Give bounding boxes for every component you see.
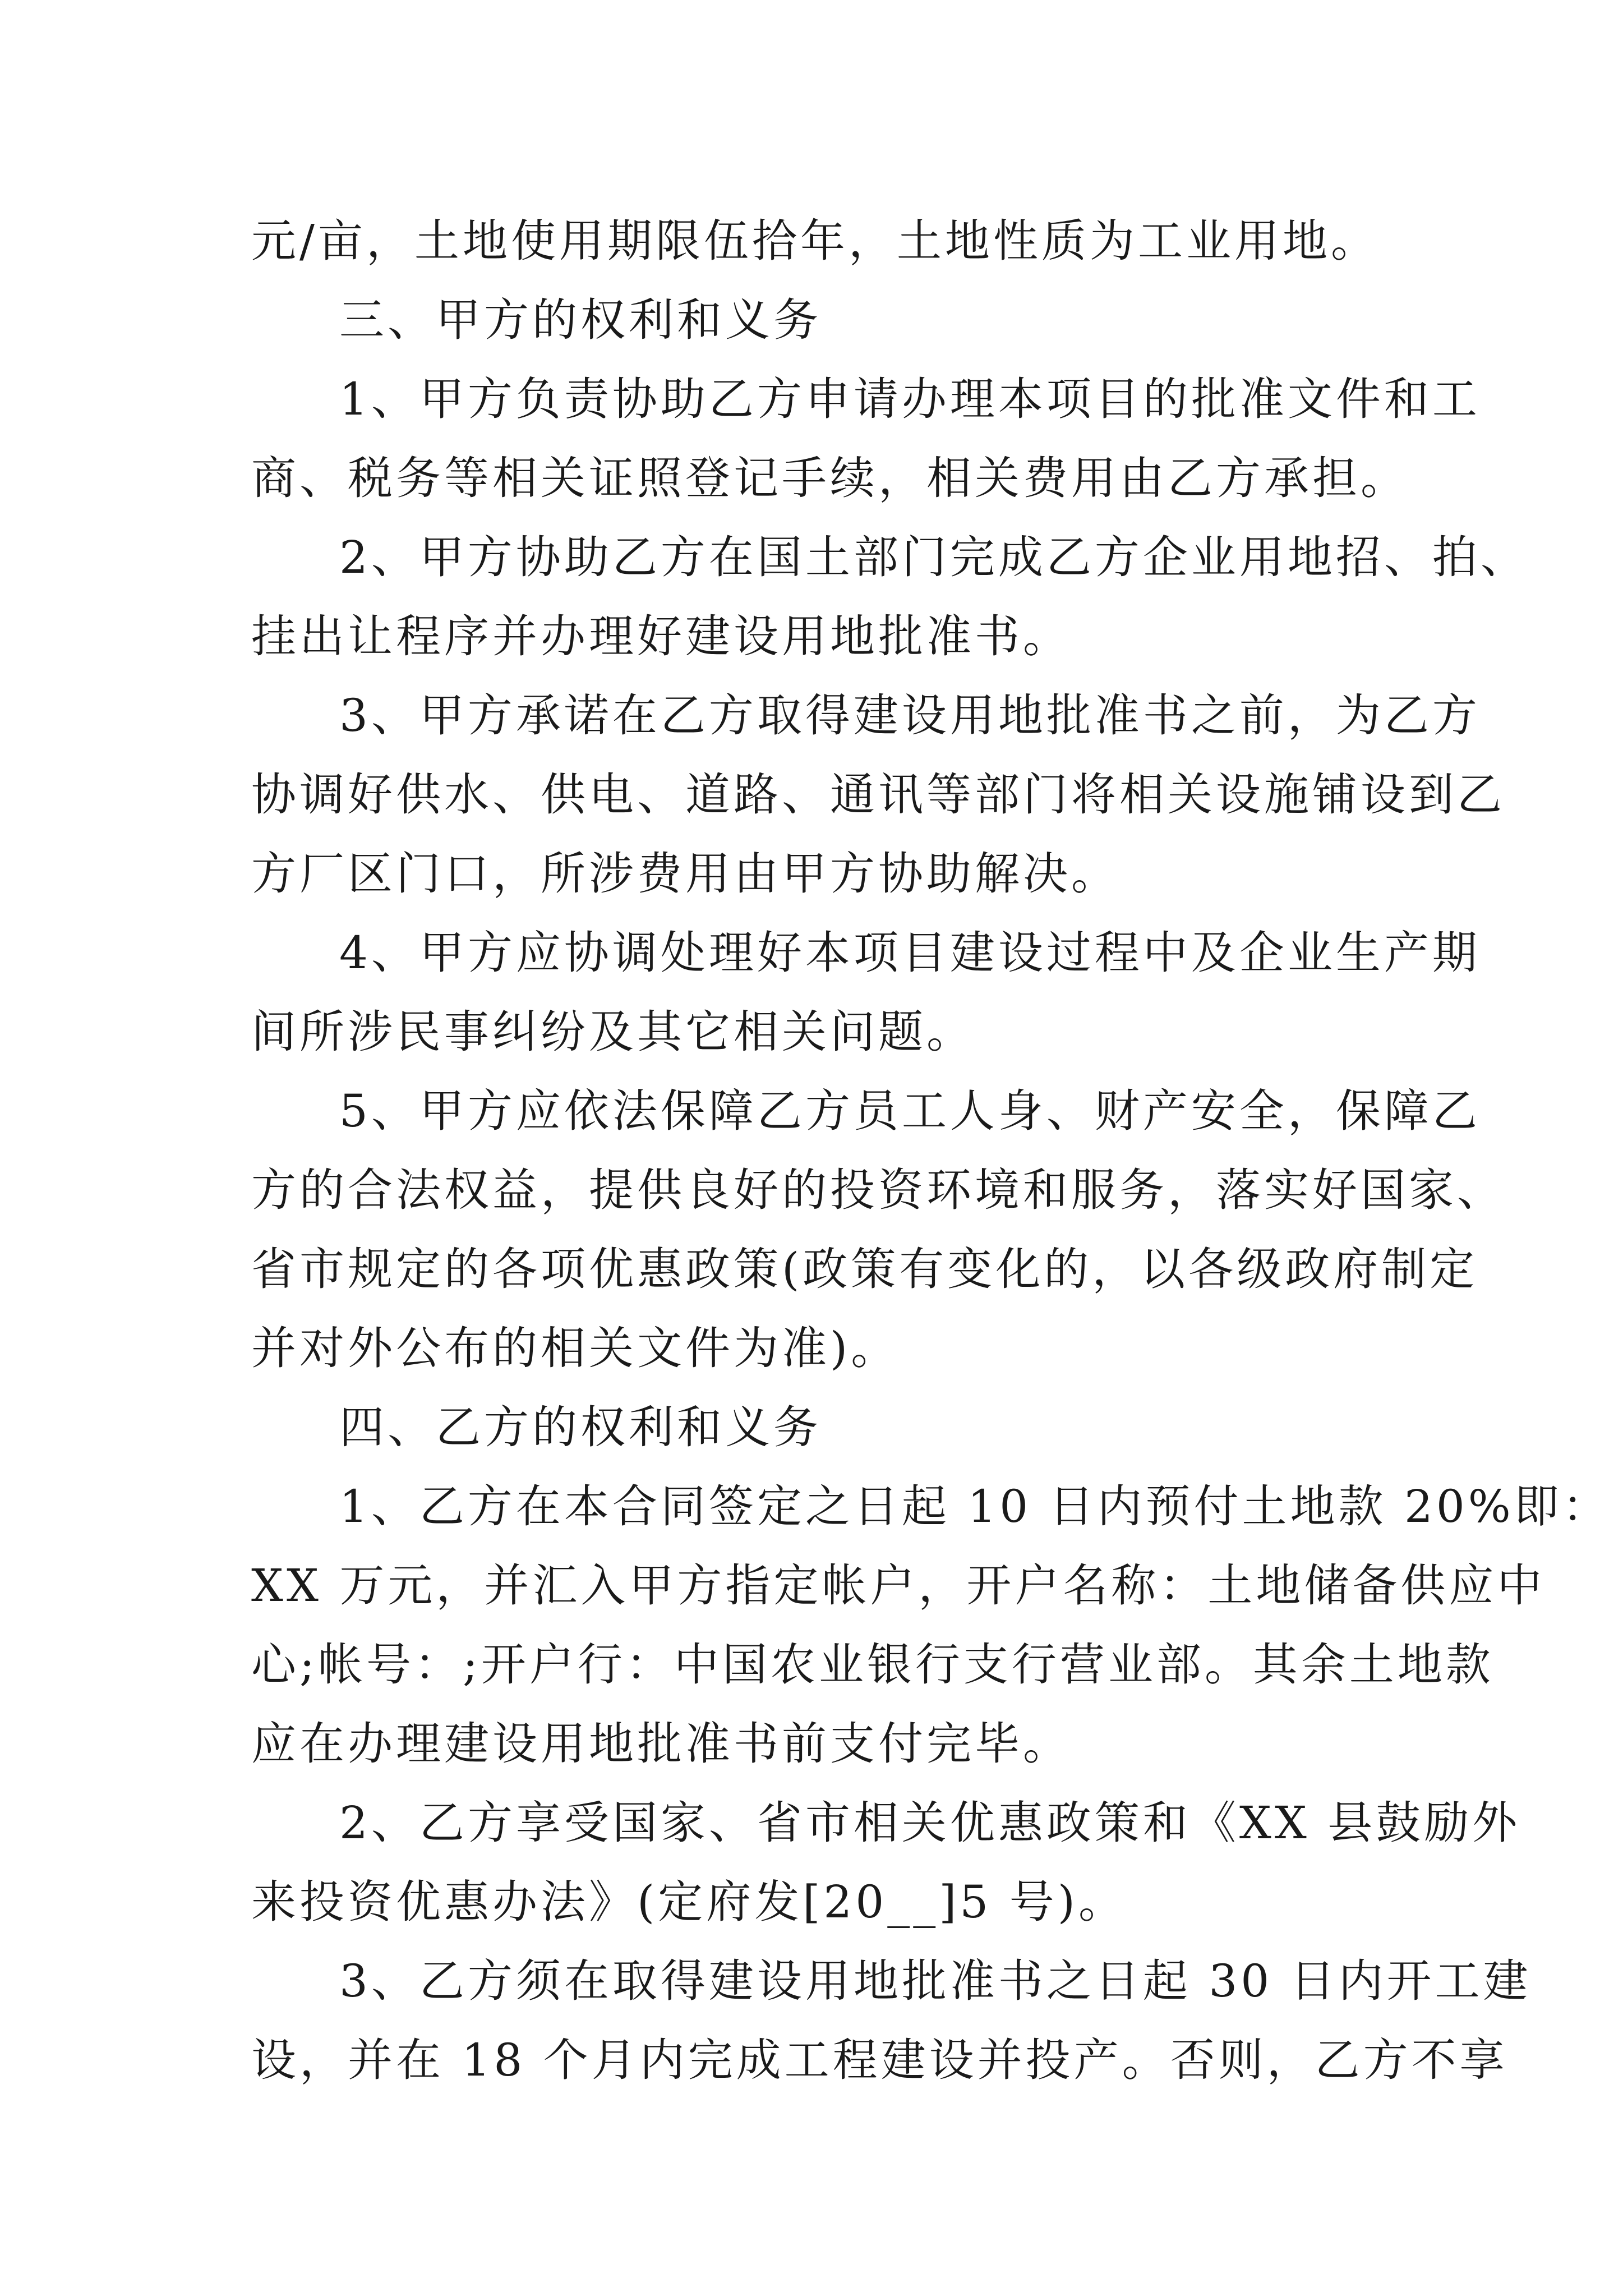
section-heading: 四、乙方的权利和义务	[339, 1401, 822, 1453]
text-line: 商、税务等相关证照登记手续，相关费用由乙方承担。	[251, 452, 1409, 504]
text-line: 3、乙方须在取得建设用地批准书之日起 30 日内开工建	[339, 1955, 1532, 2007]
text-line: 协调好供水、供电、道路、通讯等部门将相关设施铺设到乙	[251, 769, 1505, 821]
text-line: 2、甲方协助乙方在国土部门完成乙方企业用地招、拍、	[339, 531, 1529, 583]
text-line: 方厂区门口，所涉费用由甲方协助解决。	[251, 848, 1119, 900]
text-line: 心;帐号：;开户行：中国农业银行支行营业部。其余土地款	[251, 1639, 1494, 1691]
text-line: 2、乙方享受国家、省市相关优惠政策和《XX 县鼓励外	[339, 1797, 1521, 1849]
text-line: 1、甲方负责协助乙方申请办理本项目的批准文件和工	[339, 373, 1481, 425]
text-line: 设，并在 18 个月内完成工程建设并投产。否则，乙方不享	[251, 2034, 1508, 2086]
text-line: 4、甲方应协调处理好本项目建设过程中及企业生产期	[339, 927, 1481, 979]
text-line: 来投资优惠办法》(定府发[20__]5 号)。	[251, 1876, 1127, 1928]
text-line: 元/亩，土地使用期限伍拾年，土地性质为工业用地。	[251, 215, 1379, 267]
text-line: 应在办理建设用地批准书前支付完毕。	[251, 1718, 1071, 1770]
text-line: XX 万元，并汇入甲方指定帐户，开户名称：土地储备供应中	[251, 1559, 1546, 1612]
section-heading: 三、甲方的权利和义务	[339, 294, 822, 346]
text-line: 挂出让程序并办理好建设用地批准书。	[251, 610, 1071, 662]
text-line: 3、甲方承诺在乙方取得建设用地批准书之前，为乙方	[339, 689, 1481, 742]
text-line: 5、甲方应依法保障乙方员工人身、财产安全，保障乙	[339, 1085, 1481, 1137]
text-line: 1、乙方在本合同签定之日起 10 日内预付土地款 20%即：	[339, 1480, 1611, 1533]
text-line: 方的合法权益，提供良好的投资环境和服务，落实好国家、	[251, 1164, 1505, 1216]
text-line: 省市规定的各项优惠政策(政策有变化的，以各级政府制定	[251, 1243, 1478, 1295]
text-line: 并对外公布的相关文件为准)。	[251, 1322, 900, 1374]
text-line: 间所涉民事纠纷及其它相关问题。	[251, 1006, 975, 1058]
